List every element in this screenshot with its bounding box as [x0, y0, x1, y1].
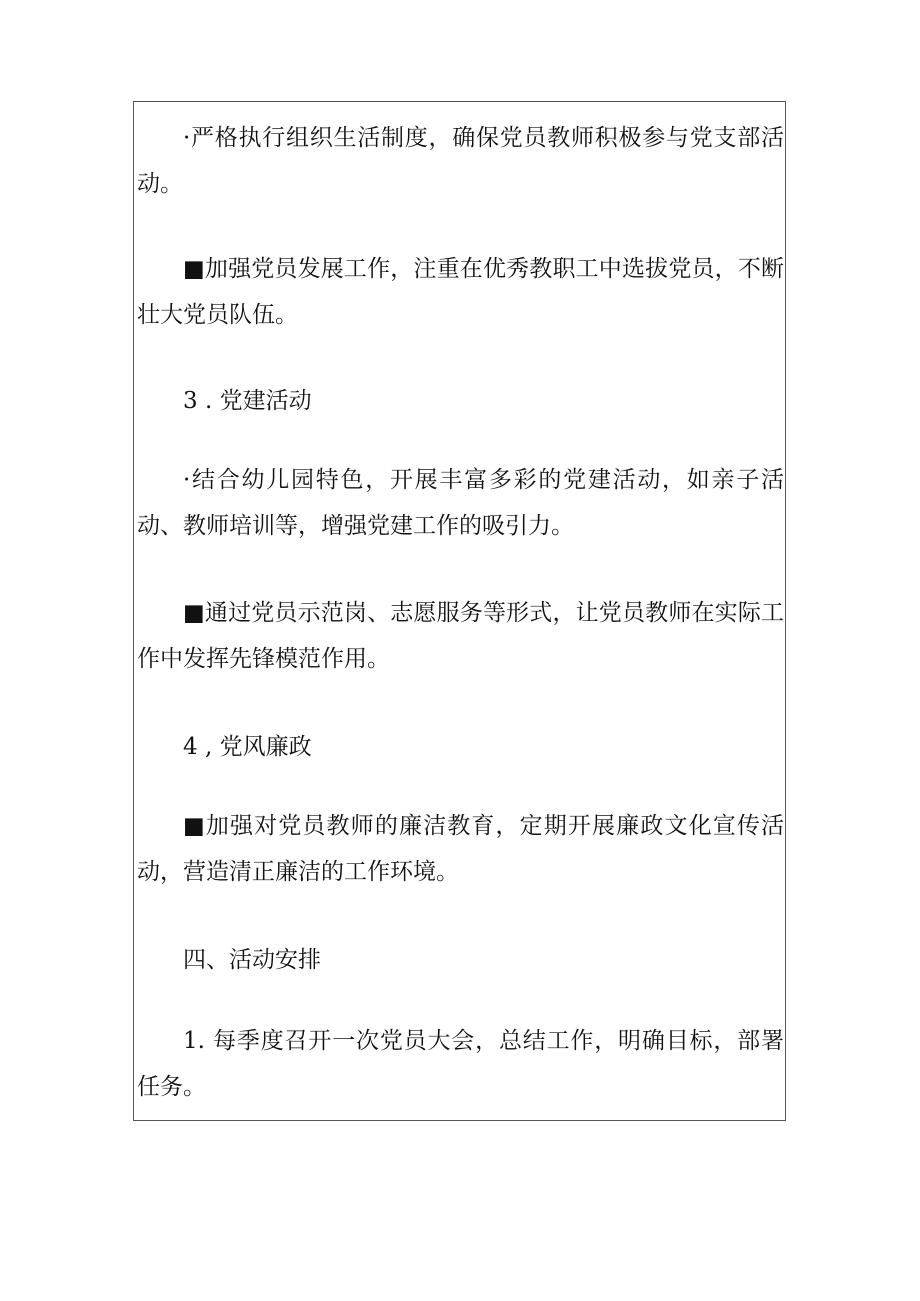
heading-clean-governance: 4 , 党风廉政	[183, 734, 312, 760]
document-frame	[133, 101, 786, 1121]
paragraph-kindergarten-activities: ·结合幼儿园特色，开展丰富多彩的党建活动，如亲子活动、教师培训等，增强党建工作的吸引力。	[137, 467, 784, 539]
paragraph-organization-life: ·严格执行组织生活制度，确保党员教师积极参与党支部活动。	[137, 125, 784, 197]
paragraph-integrity-education: ■加强对党员教师的廉洁教育，定期开展廉政文化宣传活动，营造清正廉洁的工作环境。	[137, 813, 784, 885]
heading-party-activities: 3 . 党建活动	[183, 388, 312, 414]
paragraph-quarterly-meeting: 1. 每季度召开一次党员大会，总结工作，明确目标，部署任务。	[137, 1028, 784, 1100]
heading-activity-arrangement: 四、活动安排	[183, 947, 321, 973]
paragraph-member-development: ■加强党员发展工作，注重在优秀教职工中选拔党员，不断壮大党员队伍。	[137, 256, 784, 328]
paragraph-model-posts: ■通过党员示范岗、志愿服务等形式，让党员教师在实际工作中发挥先锋模范作用。	[137, 600, 784, 672]
